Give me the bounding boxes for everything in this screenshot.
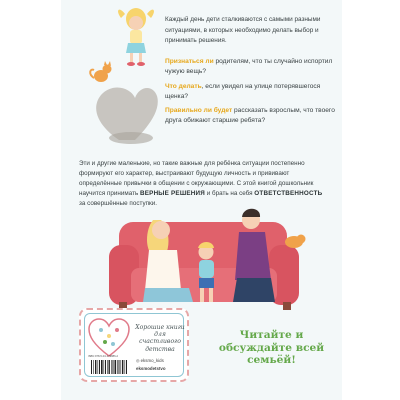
description-bold-1: ВЕРНЫЕ РЕШЕНИЯ xyxy=(140,190,205,198)
family-on-sofa-illustration xyxy=(61,190,342,320)
instagram-handle[interactable]: ◎ eksmo_kids xyxy=(136,357,184,365)
call-to-action: Читайте и обсуждайте всей семьёй! xyxy=(218,329,325,366)
question-2-text: , если увидел на улице потерявшегося щенка? xyxy=(165,83,321,101)
question-3-text: рассказать взрослым, что твоего друга обижают старшие ребята? xyxy=(165,107,335,125)
publisher-slogan: Хорошие книги для счастливого детства xyxy=(135,324,185,353)
question-2-highlight: Что делать xyxy=(165,83,202,90)
website-handle[interactable]: eksmodetstvo xyxy=(136,366,166,371)
question-1 xyxy=(165,57,337,77)
floor-shadow xyxy=(109,132,153,144)
barcode xyxy=(90,360,128,376)
heart-icon xyxy=(87,318,131,358)
sofa-cat xyxy=(285,235,306,249)
description-part-3: за совершённые поступки. xyxy=(79,200,158,208)
description-bold-2: ОТВЕТСТВЕННОСТЬ xyxy=(254,190,323,198)
question-1-text: родителям, что ты случайно испортил чужую вещь? xyxy=(165,58,333,76)
description-part-1: Эти и другие маленькие, но такие важные для ребёнка ситуации постепенно формируют его характер, выстраивают будущую личность и прививают определённые привычки в общении с окружающими. С этой книгой дошкольник научится принимать xyxy=(79,160,314,198)
question-1-highlight: Признаться ли xyxy=(165,58,214,65)
question-3 xyxy=(165,106,337,126)
isbn-text: ISBN 978-5-04-179886-2 xyxy=(88,355,119,358)
publisher-stamp xyxy=(79,308,189,382)
intro-paragraph: Каждый день дети сталкиваются с самыми разными ситуациями, в которых необходимо делать выбор и принимать решения. xyxy=(165,16,321,44)
book-back-cover xyxy=(61,0,342,400)
orange-cat xyxy=(90,61,111,82)
question-3-highlight: Правильно ли будет xyxy=(165,107,233,114)
question-2 xyxy=(165,82,337,102)
girl-figure xyxy=(118,8,154,66)
social-links xyxy=(136,357,184,373)
description-part-2: и брать на себя xyxy=(204,190,255,198)
